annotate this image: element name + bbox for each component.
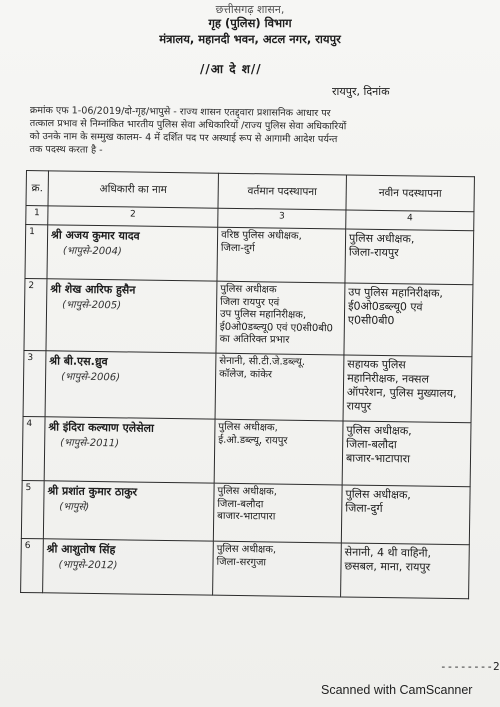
- current-posting: पुलिस अधीक्षक, जिला-बलौदा बाजार-भाटापारा: [213, 483, 342, 543]
- column-number: 1: [26, 206, 48, 225]
- office-address: मंत्रालय, महानदी भवन, अटल नगर, रायपुर: [159, 32, 341, 46]
- officer-name: श्री प्रशांत कुमार ठाकुर: [47, 484, 138, 499]
- table-row: [25, 225, 474, 285]
- new-posting: पुलिस अधीक्षक, जिला-बलौदा बाजार-भाटापारा: [342, 421, 471, 487]
- serial-number: 2: [24, 278, 47, 350]
- table-row: [23, 350, 472, 422]
- table-row: [24, 278, 473, 356]
- new-posting: सहायक पुलिस महानिरीक्षक, नक्सल ऑपरेशन, पुलिस मुख्यालय, रायपुर: [343, 355, 472, 423]
- officer-batch: (भापुसे-2006): [61, 371, 121, 384]
- serial-number: 6: [21, 538, 44, 592]
- officer-cell: [47, 225, 218, 281]
- header-current-posting: वर्तमान पदस्थापना: [218, 173, 346, 210]
- paragraph-line: को उनके नाम के सम्मुख कालम- 4 में दर्शित पद पर अस्थाई रूप से आगामी आदेश पर्यन्त: [29, 130, 338, 146]
- header-officer-name: अधिकारी का नाम: [48, 171, 218, 208]
- paragraph-line: तक पदस्थ करता है -: [29, 143, 103, 156]
- current-posting: सेनानी, सी.टी.जे.डब्ल्यू. कॉलेज, कांकेर: [215, 353, 344, 421]
- officer-batch: (भापुसे-2005): [62, 299, 122, 312]
- order-title: //आ दे श//: [200, 62, 262, 76]
- new-posting: सेनानी, 4 थी वाहिनी, छसबल, माना, रायपुर: [341, 543, 470, 599]
- serial-number: 4: [22, 416, 45, 480]
- officer-batch: (भापुसे): [59, 501, 90, 513]
- officer-cell: [43, 539, 214, 595]
- officer-name: श्री अजय कुमार यादव: [51, 228, 140, 243]
- officer-batch: (भापुसे-2012): [58, 559, 118, 572]
- officer-cell: [43, 481, 214, 541]
- officer-cell: [45, 351, 216, 419]
- column-number: 3: [218, 208, 346, 229]
- new-posting: पुलिस अधीक्षक, जिला-दुर्ग: [341, 485, 470, 545]
- serial-number: 1: [25, 225, 48, 279]
- officer-cell: [44, 417, 215, 483]
- new-posting: पुलिस अधीक्षक, जिला-रायपुर: [345, 229, 474, 285]
- column-number: 2: [48, 206, 218, 227]
- serial-number: 3: [23, 350, 46, 416]
- table-row: [21, 538, 470, 598]
- table-row: [21, 480, 470, 544]
- officer-name: श्री बी.एस.ध्रुव: [49, 354, 108, 369]
- officer-cell: [46, 279, 217, 353]
- table-row: [22, 416, 471, 486]
- government-name: छत्तीसगढ़ शासन,: [215, 3, 285, 16]
- current-posting: वरिष्ठ पुलिस अधीक्षक, जिला-दुर्ग: [217, 227, 346, 283]
- new-posting: उप पुलिस महानिरीक्षक, ई0ओ0डब्ल्यू0 एवं ए0सी0बी0: [344, 283, 473, 357]
- officer-name: श्री इंदिरा कल्याण एलेसेला: [48, 420, 155, 435]
- current-posting: पुलिस अधीक्षक, ई.ओ.डब्ल्यू, रायपुर: [214, 419, 343, 485]
- scanner-watermark: Scanned with CamScanner: [321, 683, 473, 697]
- current-posting: पुलिस अधीक्षक जिला रायपुर एवं उप पुलिस महानिरीक्षक, ई0ओ0डब्ल्यू0 एवं ए0सी0बी0 का अतिरिक्त प्रभार: [216, 281, 345, 355]
- order-paragraph: [29, 104, 475, 161]
- column-number: 4: [346, 210, 474, 231]
- serial-number: 5: [21, 480, 44, 538]
- transfer-table: [20, 170, 475, 599]
- department-name: गृह (पुलिस) विभाग: [208, 16, 292, 30]
- officer-batch: (भापुसे-2011): [60, 437, 120, 450]
- officer-name: श्री शेख आरिफ हुसैन: [50, 282, 136, 297]
- officer-batch: (भापुसे-2004): [62, 245, 122, 258]
- paragraph-line: क्रमांक एफ 1-06/2019/दो-गृह/भापुसे - राज्य शासन एतद्द्वारा प्रशासनिक आधार पर: [29, 104, 331, 120]
- officer-name: श्री आशुतोष सिंह: [46, 542, 116, 557]
- next-page-marker: --------2: [440, 660, 500, 673]
- paragraph-line: तत्काल प्रभाव से निम्नांकित भारतीय पुलिस सेवा अधिकारियों /राज्य पुलिस सेवा अधिकारियों: [29, 117, 347, 133]
- place-date: रायपुर, दिनांक: [332, 85, 390, 98]
- header-new-posting: नवीन पदस्थापना: [346, 175, 474, 212]
- current-posting: पुलिस अधीक्षक, जिला-सरगुजा: [213, 541, 342, 597]
- header-serial: क्र.: [26, 171, 48, 206]
